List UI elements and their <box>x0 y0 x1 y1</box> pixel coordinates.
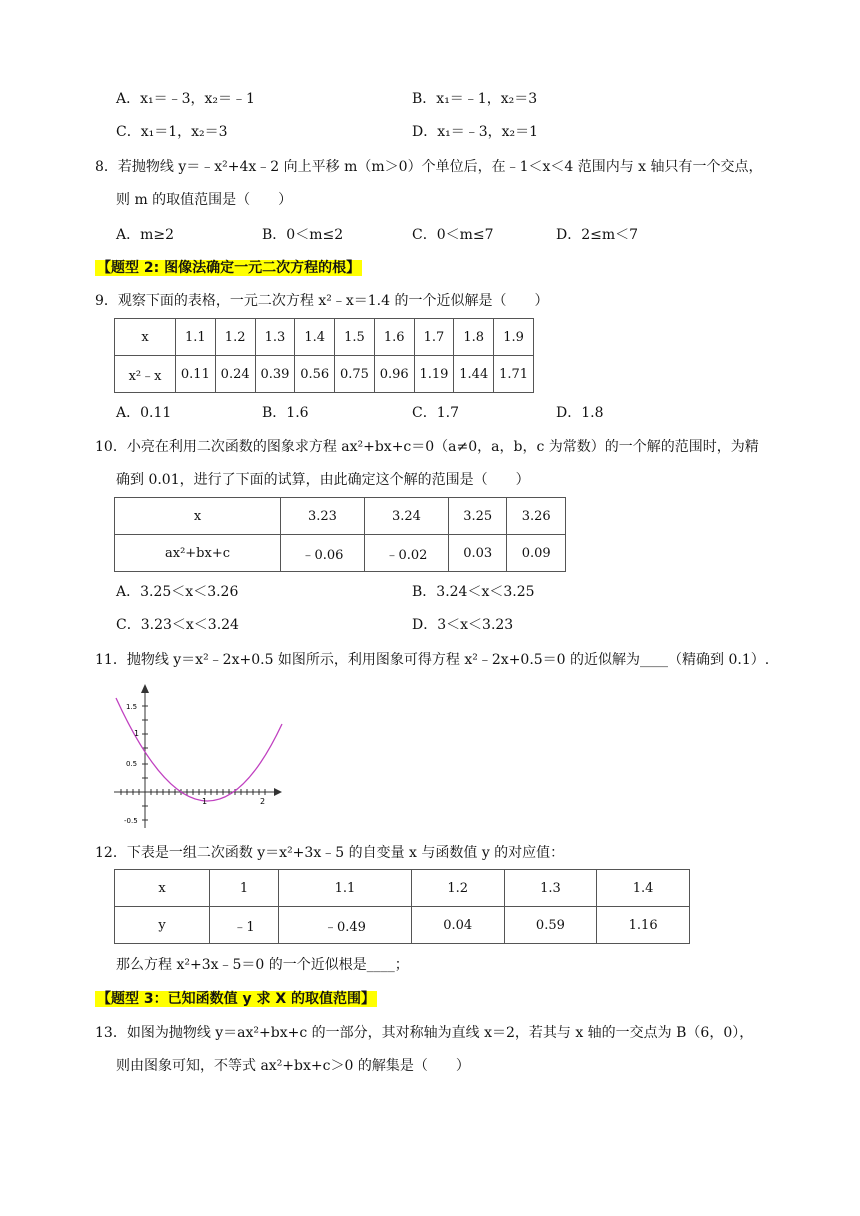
q10-stem-line1: 10．小亮在利用二次函数的图象求方程 ax²+bx+c＝0（a≠0，a，b，c 为常数）的一个解的范围时，为精 <box>95 439 759 455</box>
table-cell: y <box>115 907 210 944</box>
table-cell: 1.7 <box>414 319 454 356</box>
table-cell: x²﹣x <box>115 356 176 393</box>
table-cell: 0.56 <box>295 356 335 393</box>
q10-table <box>114 497 566 572</box>
table-cell: 1.4 <box>597 870 690 907</box>
q9-option-b: B．1.6 <box>262 405 309 421</box>
q10-stem-line2: 确到 0.01，进行了下面的试算，由此确定这个解的范围是（ ） <box>116 472 530 488</box>
table-cell: ﹣1 <box>210 907 279 944</box>
table-cell: 0.39 <box>255 356 295 393</box>
table-cell: ﹣0.02 <box>364 535 448 572</box>
table-cell: 3.25 <box>448 498 507 535</box>
table-cell: 1.5 <box>335 319 375 356</box>
q8-stem-line1: 8．若抛物线 y＝﹣x²+4x﹣2 向上平移 m（m＞0）个单位后，在﹣1＜x＜4 范围内与 x 轴只有一个交点， <box>95 159 763 175</box>
section-header-3: 【题型 3：已知函数值 y 求 X 的取值范围】 <box>97 991 376 1007</box>
table-row <box>115 907 690 944</box>
q7-option-c: C．x₁＝1，x₂＝3 <box>116 124 228 140</box>
q7-option-a: A．x₁＝﹣3，x₂＝﹣1 <box>116 91 255 107</box>
q13-stem-line1: 13．如图为抛物线 y＝ax²+bx+c 的一部分，其对称轴为直线 x＝2，若其与 x 轴的一交点为 B（6，0）， <box>95 1025 754 1041</box>
q12-stem: 12．下表是一组二次函数 y＝x²+3x﹣5 的自变量 x 与函数值 y 的对应值： <box>95 845 565 861</box>
q9-stem: 9．观察下面的表格，一元二次方程 x²﹣x＝1.4 的一个近似解是（ ） <box>95 293 549 309</box>
q10-option-b: B．3.24＜x＜3.25 <box>412 584 535 600</box>
table-cell: 1.8 <box>454 319 494 356</box>
q8-option-b: B．0＜m≤2 <box>262 227 344 243</box>
table-cell: 1.3 <box>255 319 295 356</box>
y-tick-label: -0.5 <box>124 817 138 825</box>
table-cell: 0.75 <box>335 356 375 393</box>
table-cell: 0.96 <box>374 356 414 393</box>
table-cell: x <box>115 319 176 356</box>
table-row <box>115 356 534 393</box>
q12-table <box>114 869 690 944</box>
q10-option-c: C．3.23＜x＜3.24 <box>116 617 239 633</box>
table-cell: 0.59 <box>504 907 597 944</box>
table-cell: 0.03 <box>448 535 507 572</box>
parabola-curve <box>116 698 282 801</box>
q8-option-d: D．2≤m＜7 <box>556 227 639 243</box>
q8-option-c: C．0＜m≤7 <box>412 227 494 243</box>
table-cell: x <box>115 498 281 535</box>
q12-followup: 那么方程 x²+3x﹣5＝0 的一个近似根是____； <box>116 957 409 973</box>
table-cell: 1.44 <box>454 356 494 393</box>
table-cell: ax²+bx+c <box>115 535 281 572</box>
table-cell: 1.9 <box>494 319 534 356</box>
table-cell: 1.2 <box>411 870 504 907</box>
table-cell: 1.6 <box>374 319 414 356</box>
table-row <box>115 319 534 356</box>
table-cell: ﹣0.49 <box>278 907 411 944</box>
q13-stem-line2: 则由图象可知，不等式 ax²+bx+c＞0 的解集是（ ） <box>116 1058 470 1074</box>
table-cell: 1.1 <box>278 870 411 907</box>
table-cell: 0.11 <box>176 356 216 393</box>
table-cell: 1.3 <box>504 870 597 907</box>
x-tick-label: 1 <box>202 797 208 806</box>
q10-option-a: A．3.25＜x＜3.26 <box>116 584 239 600</box>
table-cell: 1.4 <box>295 319 335 356</box>
q10-option-d: D．3＜x＜3.23 <box>412 617 514 633</box>
table-cell: 1 <box>210 870 279 907</box>
table-cell: 3.23 <box>281 498 365 535</box>
y-axis-arrow-icon <box>141 684 149 693</box>
table-cell: 3.24 <box>364 498 448 535</box>
y-tick-label: 0.5 <box>126 760 138 768</box>
table-cell: 0.09 <box>507 535 566 572</box>
table-cell: 0.04 <box>411 907 504 944</box>
table-cell: 1.19 <box>414 356 454 393</box>
table-row <box>115 535 566 572</box>
table-cell: 1.1 <box>176 319 216 356</box>
y-tick-label: 1.5 <box>126 703 138 711</box>
q7-option-d: D．x₁＝﹣3，x₂＝1 <box>412 124 539 140</box>
q9-option-d: D．1.8 <box>556 405 604 421</box>
table-row <box>115 870 690 907</box>
table-cell: 1.71 <box>494 356 534 393</box>
q9-option-a: A．0.11 <box>116 405 172 421</box>
table-cell: 0.24 <box>215 356 255 393</box>
section-header-2: 【题型 2: 图像法确定一元二次方程的根】 <box>97 260 361 276</box>
table-cell: 3.26 <box>507 498 566 535</box>
table-cell: x <box>115 870 210 907</box>
q8-option-a: A．m≥2 <box>116 227 175 243</box>
table-row <box>115 498 566 535</box>
q11-stem: 11．抛物线 y＝x²﹣2x+0.5 如图所示，利用图象可得方程 x²﹣2x+0.5＝0 的近似解为____（精确到 0.1）. <box>95 652 770 668</box>
table-cell: ﹣0.06 <box>281 535 365 572</box>
q7-option-b: B．x₁＝﹣1，x₂＝3 <box>412 91 538 107</box>
table-cell: 1.2 <box>215 319 255 356</box>
q9-option-c: C．1.7 <box>412 405 459 421</box>
y-tick-label: 1 <box>134 729 140 738</box>
x-tick-label: 2 <box>260 797 266 806</box>
table-cell: 1.16 <box>597 907 690 944</box>
q11-parabola-graph <box>112 680 284 830</box>
q8-stem-line2: 则 m 的取值范围是（ ） <box>116 192 293 208</box>
x-axis-arrow-icon <box>274 788 282 796</box>
q9-table <box>114 318 534 393</box>
